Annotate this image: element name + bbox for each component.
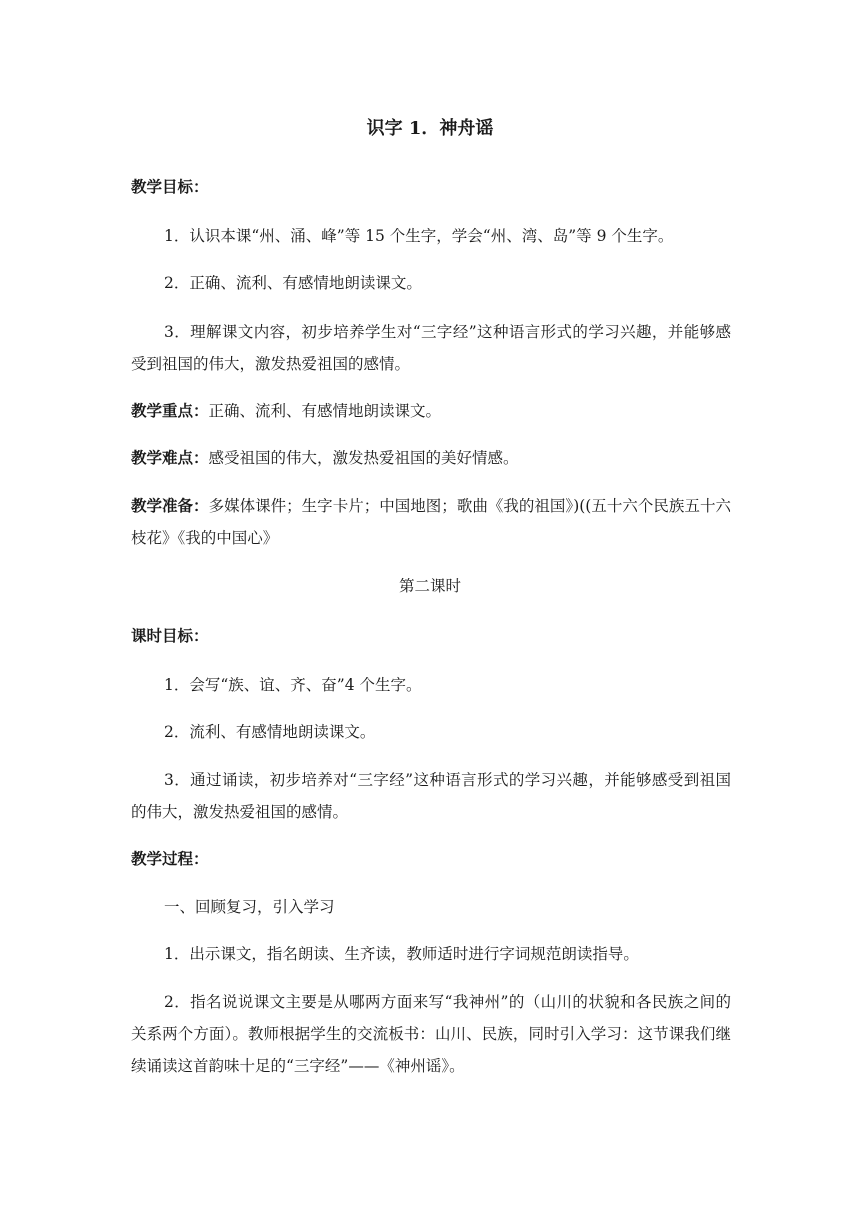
key-point-text: 正确、流利、有感情地朗读课文。 <box>208 402 442 420</box>
process-item: 1．出示课文，指名朗读、生齐读，教师适时进行字词规范朗读指导。 <box>164 945 639 963</box>
teaching-goals-heading: 教学目标： <box>131 177 209 196</box>
lesson-title: 第二课时 <box>398 577 461 595</box>
teaching-goal-item: 1．认识本课“州、涌、峰”等 15 个生字，学会“州、湾、岛”等 9 个生字。 <box>164 227 674 245</box>
process-section-heading: 一、回顾复习，引入学习 <box>164 898 335 916</box>
process-item: 2．指名说说课文主要是从哪两方面来写“我神州”的（山川的状貌和各民族之间的关系两个方面）。教师根据学生的交流板书：山川、民族，同时引入学习：这节课我们继续诵读这首韵味十足的“三字经”——《神州谣》。 <box>131 993 731 1075</box>
preparation-label: 教学准备： <box>131 496 209 515</box>
difficulty-label: 教学难点： <box>131 448 209 467</box>
difficulty-text: 感受祖国的伟大，激发热爱祖国的美好情感。 <box>208 449 519 467</box>
document-title: 识字 1．神舟谣 <box>366 118 494 139</box>
lesson-goal-item: 1．会写“族、谊、齐、奋”4 个生字。 <box>164 676 422 694</box>
key-point-label: 教学重点： <box>131 401 209 420</box>
lesson-goals-heading: 课时目标： <box>131 626 209 645</box>
process-heading: 教学过程： <box>131 849 209 868</box>
teaching-goal-item: 3．理解课文内容，初步培养学生对“三字经”这种语言形式的学习兴趣，并能够感受到祖国的伟大，激发热爱祖国的感情。 <box>131 323 731 373</box>
teaching-goal-item: 2．正确、流利、有感情地朗读课文。 <box>164 274 422 292</box>
lesson-goal-item: 3．通过诵读，初步培养对“三字经”这种语言形式的学习兴趣，并能够感受到祖国的伟大，激发热爱祖国的感情。 <box>131 771 731 821</box>
difficulty <box>131 442 519 474</box>
lesson-goal-item: 2．流利、有感情地朗读课文。 <box>164 723 376 741</box>
preparation <box>131 490 731 554</box>
key-point <box>131 395 441 427</box>
preparation-text: 多媒体课件；生字卡片；中国地图；歌曲《我的祖国》)((五十六个民族五十六枝花》《我的中国心》 <box>131 497 731 547</box>
